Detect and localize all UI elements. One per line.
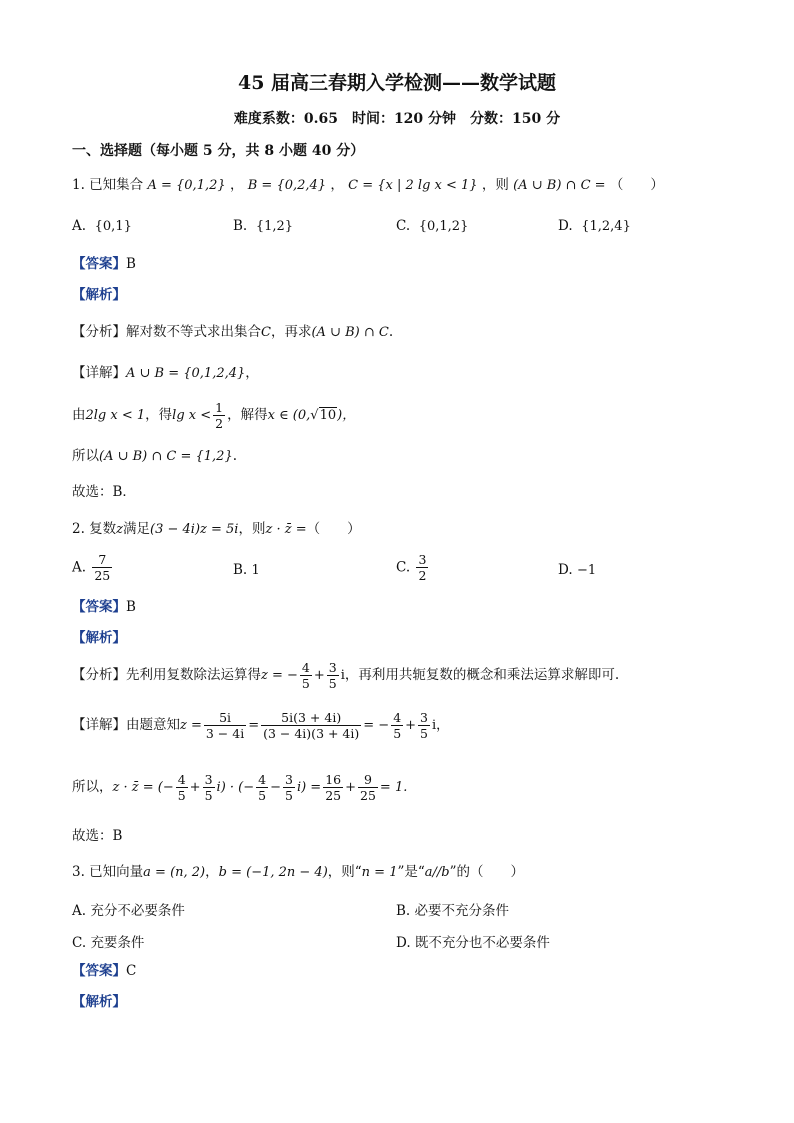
q1-option-d: D. {1,2,4} — [558, 218, 631, 234]
q2-answer: 【答案】B — [72, 599, 136, 615]
q1-fenxi: 【分析】解对数不等式求出集合C，再求(A ∪ B) ∩ C. — [72, 324, 394, 340]
question-1: 1. 已知集合 A = {0,1,2} ， B = {0,2,4} ， C = {x | 2 lg x < 1} ，则 (A ∪ B) ∩ C = （ ） — [72, 177, 664, 193]
q3-option-d: D. 既不充分也不必要条件 — [396, 935, 550, 951]
q1-answer: 【答案】B — [72, 256, 136, 272]
q2-fenxi: 【分析】先利用复数除法运算得z = − $\frac{4}{5}$ + $\frac{3}{5}$ i，再利用共轭复数的概念和乘法运算求解即可. — [72, 660, 620, 691]
q2-choose: 故选：B — [72, 828, 123, 844]
q1-ask-expr: (A ∪ B) ∩ C = — [513, 178, 606, 193]
q1-set-b: B = {0,2,4} — [247, 178, 327, 193]
q3-option-b: B. 必要不充分条件 — [396, 903, 510, 919]
q2-option-c: C. $\frac{3}{2}$ — [396, 552, 427, 583]
q1-detail-step1: 【详解】A ∪ B = {0,1,2,4}， — [72, 365, 259, 381]
q3-answer: 【答案】C — [72, 963, 137, 979]
q1-ask: ，则 — [481, 177, 509, 193]
exam-info: 难度系数：0.65 时间：120 分钟 分数：150 分 — [233, 111, 561, 127]
q1-option-b: B. {1,2} — [233, 218, 294, 234]
q1-option-c: C. {0,1,2} — [396, 218, 469, 234]
q1-set-c: C = {x | 2 lg x < 1} — [348, 178, 478, 193]
fraction: $\frac{1}{2}$ — [215, 400, 224, 431]
q1-set-a: A = {0,1,2} — [147, 178, 226, 193]
section-heading: 一、选择题（每小题 5 分，共 8 小题 40 分） — [72, 143, 365, 159]
question-3: 3. 已知向量a = (n, 2)，b = (−1, 2n − 4)，则“n = 1”是“a//b”的（ ） — [72, 864, 525, 880]
q2-analysis-heading: 【解析】 — [72, 630, 126, 646]
q3-option-a: A. 充分不必要条件 — [72, 903, 185, 919]
q1-detail-step2: 由2lg x < 1，得lg x < $\frac{1}{2}$ ，解得x ∈ (0,√10)， — [72, 400, 356, 431]
answer-tag: 【答案】 — [72, 256, 126, 272]
question-2: 2. 复数z满足(3 − 4i)z = 5i，则z · z̄ =（ ） — [72, 521, 361, 537]
q2-option-b: B. 1 — [233, 562, 260, 578]
q2-option-a: A. $\frac{7}{25}$ — [72, 552, 111, 583]
q1-blank: （ ） — [609, 177, 664, 193]
q1-option-a: A. {0,1} — [72, 218, 132, 234]
sqrt-icon: √ — [310, 408, 319, 423]
q1-analysis-heading: 【解析】 — [72, 287, 126, 303]
q2-conclusion: 所以，z · z̄ = (− $\frac{4}{5}$ + $\frac{3}{5}$ i) · (− $\frac{4}{5}$ − $\frac{3}{5}$ i) = $\frac{16}{25}$ + $\frac{9}{25}$ = 1. — [72, 772, 408, 803]
q1-prefix: 1. 已知集合 — [72, 177, 144, 193]
q2-option-d: D. −1 — [558, 562, 597, 578]
q2-detail: 【详解】由题意知z = $\frac{5i}{3 - 4i}$ = $\frac{5i(3 + 4i)}{(3 - 4i)(3 + 4i)}$ = − $\frac{4}{5}$ + $\frac{3}{5}$ i， — [72, 710, 450, 741]
page-title: 45 届高三春期入学检测——数学试题 — [237, 72, 557, 94]
q3-option-c: C. 充要条件 — [72, 935, 145, 951]
q1-detail-step3: 所以(A ∪ B) ∩ C = {1,2}. — [72, 448, 238, 464]
q3-analysis-heading: 【解析】 — [72, 994, 126, 1010]
q1-choose: 故选：B． — [72, 484, 136, 500]
